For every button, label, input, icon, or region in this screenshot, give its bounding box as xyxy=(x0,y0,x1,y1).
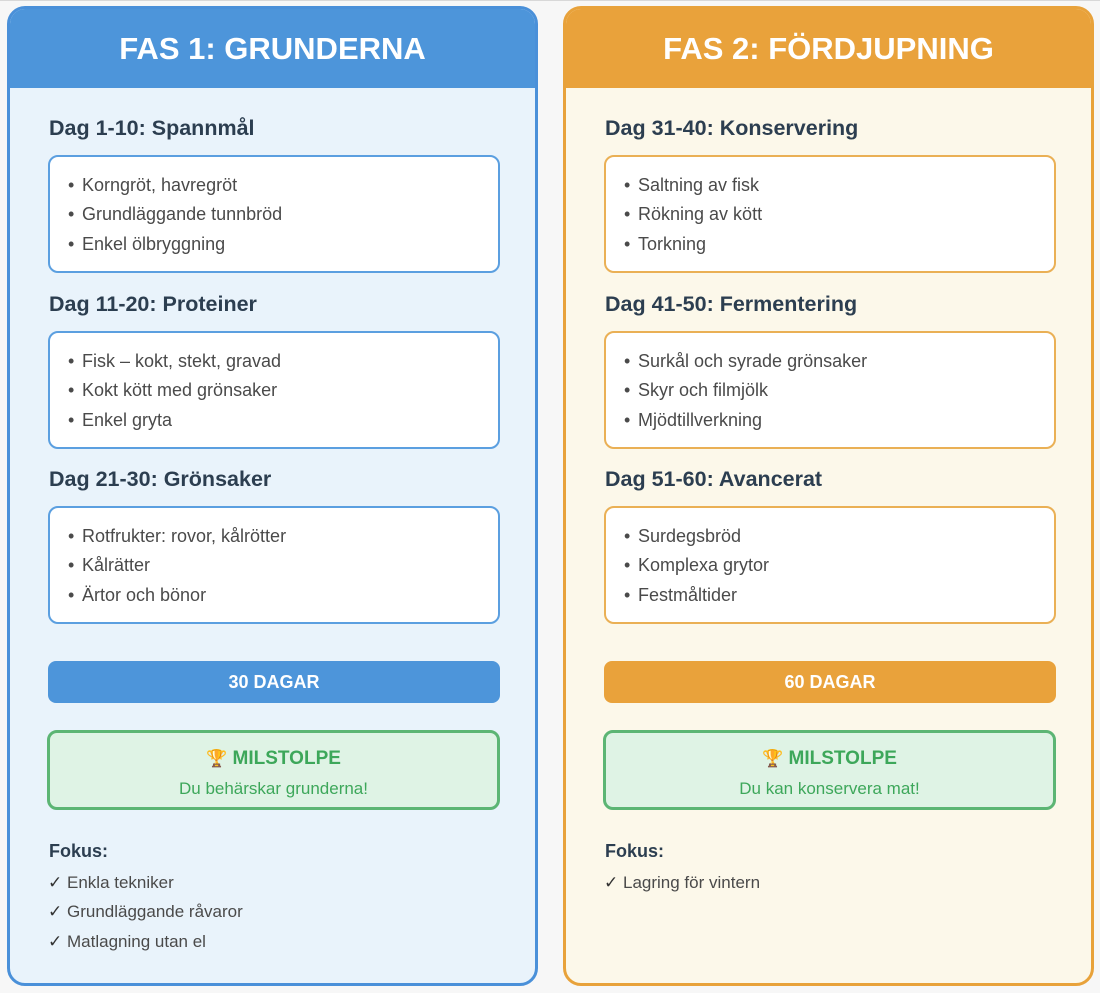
bullet-icon: • xyxy=(624,526,631,546)
check-icon: ✓ xyxy=(48,873,63,892)
section-title: Dag 51-60: Avancerat xyxy=(605,467,823,491)
list-item: • Kålrätter xyxy=(68,555,151,576)
milestone-text: Du kan konservera mat! xyxy=(739,779,920,798)
trophy-icon: 🏆 xyxy=(762,749,784,768)
list-item: • Rotfrukter: rovor, kålrötter xyxy=(68,526,287,546)
bullet-icon: • xyxy=(68,233,75,254)
trophy-icon: 🏆 xyxy=(206,749,228,768)
days-badge: 60 DAGAR xyxy=(604,661,1056,703)
bullet-icon: • xyxy=(68,584,75,605)
bullet-icon: • xyxy=(624,380,631,401)
section-items-box xyxy=(604,155,1056,273)
bullet-icon: • xyxy=(68,204,75,225)
section-title: Dag 21-30: Grönsaker xyxy=(49,467,272,491)
focus-title: Fokus: xyxy=(605,841,665,861)
list-item: • Kokt kött med grönsaker xyxy=(68,380,278,401)
focus-title: Fokus: xyxy=(49,841,109,861)
section-title: Dag 41-50: Fermentering xyxy=(605,292,858,316)
section-items-box xyxy=(48,506,500,624)
phase-title: FAS 1: GRUNDERNA xyxy=(10,9,535,88)
bullet-icon: • xyxy=(624,409,631,430)
milestone-text: Du behärskar grunderna! xyxy=(178,779,368,798)
milestone-box xyxy=(603,730,1056,810)
section-items-box xyxy=(604,331,1056,449)
focus-item: ✓ Enkla tekniker xyxy=(48,873,174,892)
list-item: • Torkning xyxy=(624,233,707,254)
section-title: Dag 11-20: Proteiner xyxy=(49,292,257,316)
bullet-icon: • xyxy=(68,175,75,195)
bullet-icon: • xyxy=(68,409,75,430)
list-item: • Ärtor och bönor xyxy=(68,584,207,605)
list-item: • Surdegsbröd xyxy=(624,526,742,546)
bullet-icon: • xyxy=(624,204,631,225)
phase-card-2 xyxy=(563,6,1094,986)
list-item: • Skyr och filmjölk xyxy=(624,380,769,401)
list-item: • Mjödtillverkning xyxy=(624,409,763,430)
list-item: • Saltning av fisk xyxy=(624,175,760,195)
bullet-icon: • xyxy=(68,380,75,401)
top-divider xyxy=(0,0,1100,1)
check-icon: ✓ xyxy=(604,873,619,892)
list-item: • Grundläggande tunnbröd xyxy=(68,204,283,225)
days-badge: 30 DAGAR xyxy=(48,661,500,703)
list-item: • Korngröt, havregröt xyxy=(68,175,238,195)
milestone-title: MILSTOLPE xyxy=(232,748,341,769)
section-items-box xyxy=(604,506,1056,624)
bullet-icon: • xyxy=(624,555,631,576)
check-icon: ✓ xyxy=(48,931,63,951)
focus-item: ✓ Matlagning utan el xyxy=(48,931,206,951)
bullet-icon: • xyxy=(624,351,631,371)
list-item: • Komplexa grytor xyxy=(624,555,770,576)
bullet-icon: • xyxy=(68,351,75,371)
focus-list xyxy=(604,872,760,901)
bullet-icon: • xyxy=(68,555,75,576)
check-icon: ✓ xyxy=(48,902,63,922)
bullet-icon: • xyxy=(624,584,631,605)
section-title: Dag 1-10: Spannmål xyxy=(49,116,255,140)
section-items-box xyxy=(48,331,500,449)
focus-item: ✓ Grundläggande råvaror xyxy=(48,902,243,922)
section-title: Dag 31-40: Konservering xyxy=(605,116,859,140)
milestone-box xyxy=(47,730,500,810)
section-items-box xyxy=(48,155,500,273)
bullet-icon: • xyxy=(68,526,75,546)
list-item: • Enkel gryta xyxy=(68,409,173,430)
list-item: • Enkel ölbryggning xyxy=(68,233,226,254)
focus-list xyxy=(48,872,243,960)
bullet-icon: • xyxy=(624,175,631,195)
phase-card-1 xyxy=(7,6,538,986)
list-item: • Fisk – kokt, stekt, gravad xyxy=(68,351,282,371)
phase-title: FAS 2: FÖRDJUPNING xyxy=(566,9,1091,88)
list-item: • Surkål och syrade grönsaker xyxy=(624,351,868,371)
milestone-title: MILSTOLPE xyxy=(788,748,897,769)
list-item: • Festmåltider xyxy=(624,584,738,605)
bullet-icon: • xyxy=(624,233,631,254)
focus-item: ✓ Lagring för vintern xyxy=(604,873,761,892)
list-item: • Rökning av kött xyxy=(624,204,763,225)
